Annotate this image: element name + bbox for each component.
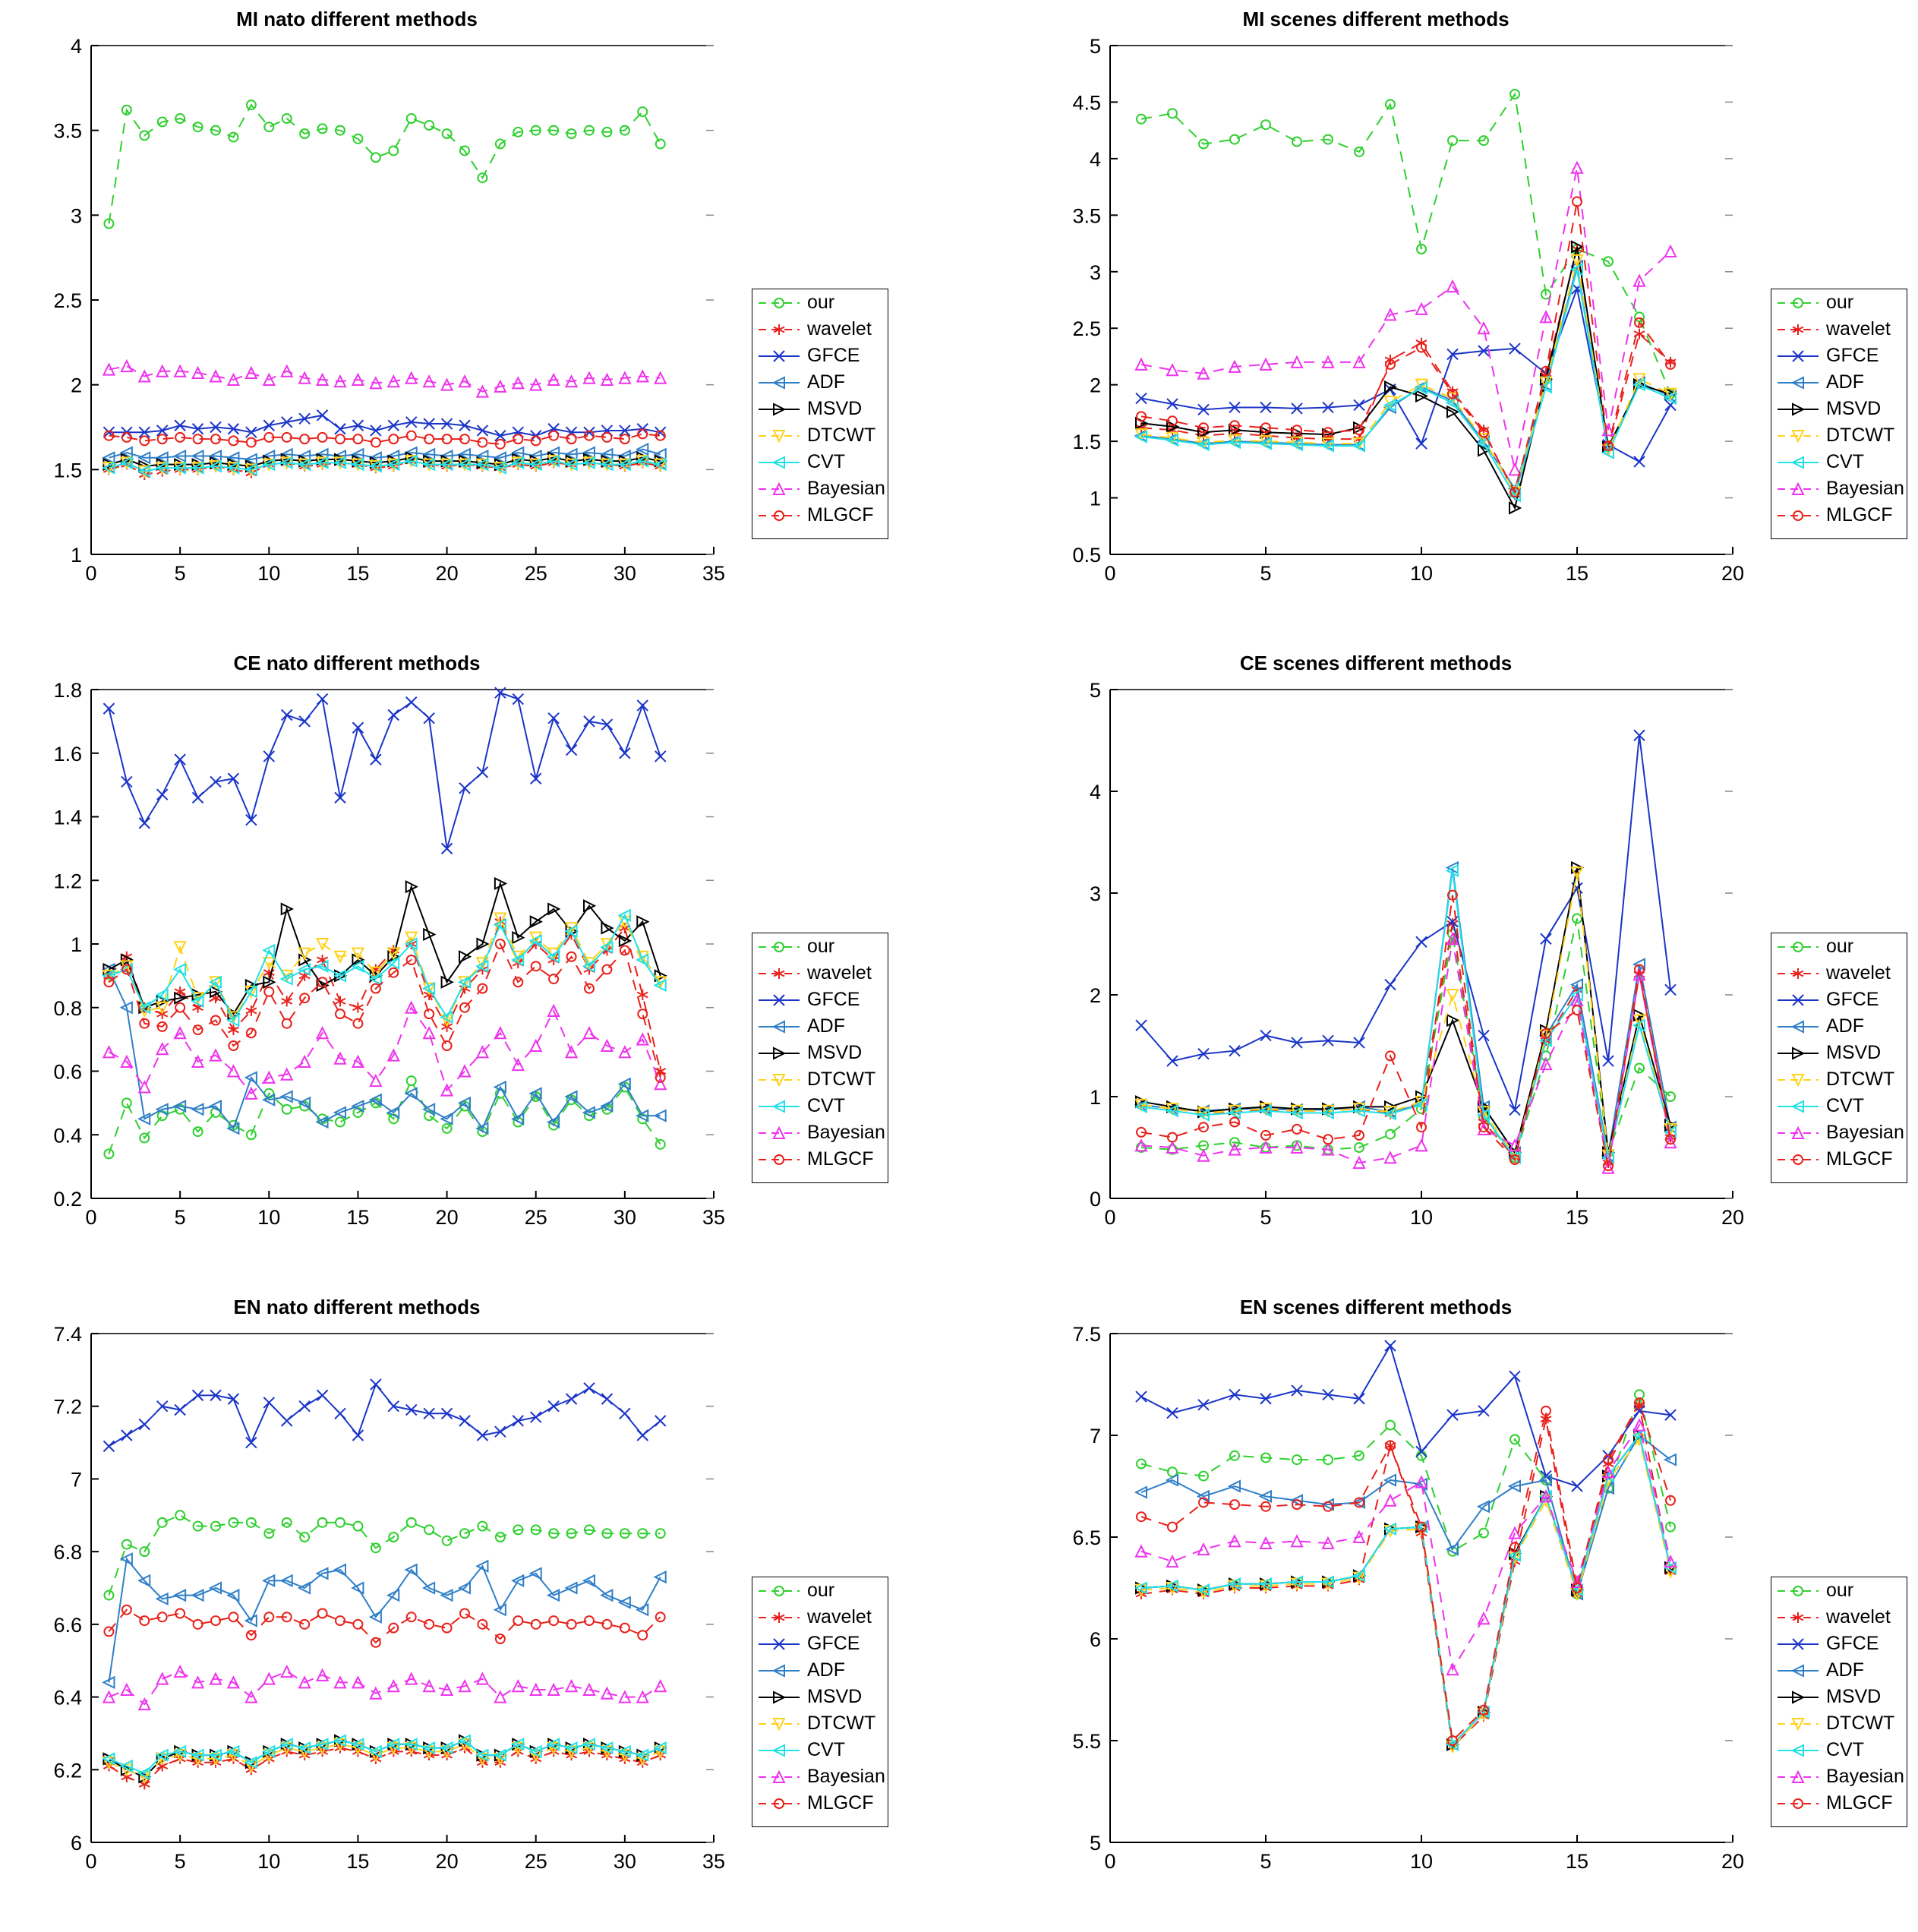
legend-label: wavelet: [807, 962, 872, 983]
legend-swatch-wavelet: [757, 966, 801, 981]
svg-text:0.8: 0.8: [53, 996, 82, 1020]
legend-label: ADF: [1826, 371, 1864, 393]
svg-text:6: 6: [1089, 1628, 1101, 1651]
svg-text:6.8: 6.8: [53, 1541, 82, 1564]
legend-swatch-msvd: [757, 402, 801, 417]
legend-swatch-bayesian: [1776, 481, 1820, 497]
svg-text:6.4: 6.4: [53, 1686, 82, 1709]
legend-swatch-mlgcf: [1776, 1152, 1820, 1167]
legend-item-gfce[interactable]: [1771, 1631, 1907, 1657]
legend-swatch-msvd: [1776, 1046, 1820, 1061]
svg-text:0.4: 0.4: [53, 1124, 82, 1148]
legend-label: MSVD: [807, 1042, 863, 1063]
svg-text:10: 10: [1409, 1206, 1434, 1229]
legend-label: MLGCF: [807, 504, 874, 526]
legend-item-msvd[interactable]: [752, 1684, 888, 1710]
legend-item-our[interactable]: [1771, 933, 1907, 960]
legend-swatch-dtcwt: [1776, 1072, 1820, 1088]
legend-label: GFCE: [1826, 1633, 1879, 1654]
legend-item-msvd[interactable]: [752, 1040, 888, 1066]
legend-swatch-adf: [1776, 1019, 1820, 1034]
svg-text:2: 2: [1089, 984, 1101, 1007]
panel-cell-en-nato: [0, 1288, 958, 1932]
svg-text:0: 0: [85, 1850, 97, 1873]
svg-text:3.5: 3.5: [1072, 204, 1101, 228]
legend-swatch-cvt: [1776, 1743, 1820, 1758]
legend-mi-scenes: [1771, 289, 1907, 539]
legend-swatch-mlgcf: [757, 1152, 801, 1167]
legend-label: MLGCF: [1826, 504, 1893, 526]
plot-en-nato: [0, 1318, 729, 1896]
svg-text:35: 35: [702, 562, 726, 585]
svg-text:4: 4: [70, 35, 82, 58]
legend-label: MSVD: [807, 1686, 863, 1707]
svg-text:20: 20: [435, 1850, 459, 1873]
legend-item-mlgcf[interactable]: [752, 1146, 888, 1173]
svg-text:20: 20: [1721, 562, 1745, 585]
legend-item-wavelet[interactable]: [752, 1604, 888, 1631]
svg-text:10: 10: [1409, 562, 1434, 585]
svg-text:7.5: 7.5: [1072, 1323, 1101, 1346]
svg-text:5: 5: [1260, 1850, 1272, 1873]
legend-item-cvt[interactable]: [752, 1737, 888, 1763]
legend-item-adf[interactable]: [1771, 1657, 1907, 1684]
svg-text:1: 1: [1089, 487, 1101, 510]
legend-label: GFCE: [807, 1633, 860, 1654]
svg-text:2: 2: [70, 374, 82, 397]
legend-swatch-dtcwt: [1776, 428, 1820, 444]
legend-item-our[interactable]: [752, 289, 888, 316]
svg-text:0: 0: [1104, 562, 1116, 585]
legend-label: wavelet: [807, 1606, 872, 1627]
legend-label: our: [1826, 936, 1854, 957]
svg-text:35: 35: [702, 1850, 726, 1873]
svg-text:0.2: 0.2: [53, 1188, 82, 1211]
svg-text:7: 7: [70, 1468, 82, 1492]
legend-item-msvd[interactable]: [1771, 1040, 1907, 1066]
svg-text:5: 5: [1089, 35, 1101, 58]
legend-label: wavelet: [1826, 962, 1891, 983]
svg-text:5: 5: [1089, 1832, 1101, 1855]
legend-swatch-bayesian: [757, 1125, 801, 1141]
legend-swatch-wavelet: [757, 322, 801, 337]
svg-text:5: 5: [174, 562, 186, 585]
legend-item-msvd[interactable]: [1771, 1684, 1907, 1710]
legend-ce-nato: [752, 933, 888, 1183]
svg-text:7.4: 7.4: [53, 1323, 82, 1346]
legend-swatch-cvt: [1776, 455, 1820, 470]
svg-text:1.2: 1.2: [53, 870, 82, 893]
legend-label: GFCE: [1826, 989, 1879, 1010]
legend-item-bayesian[interactable]: [752, 475, 888, 502]
svg-text:2.5: 2.5: [53, 289, 82, 312]
svg-text:0.6: 0.6: [53, 1060, 82, 1084]
legend-item-cvt[interactable]: [1771, 1737, 1907, 1763]
legend-label: ADF: [807, 1015, 845, 1037]
legend-item-wavelet[interactable]: [1771, 316, 1907, 343]
legend-label: Bayesian: [807, 1766, 885, 1787]
panel-title-ce-nato: CE nato different methods: [233, 652, 481, 674]
legend-item-adf[interactable]: [752, 369, 888, 396]
svg-text:20: 20: [435, 562, 459, 585]
svg-text:3: 3: [1089, 260, 1101, 284]
svg-text:15: 15: [1565, 1850, 1589, 1873]
legend-item-adf[interactable]: [1771, 1013, 1907, 1040]
legend-label: our: [807, 1580, 835, 1601]
legend-swatch-adf: [757, 375, 801, 390]
legend-mi-nato: [752, 289, 888, 539]
svg-text:20: 20: [435, 1206, 459, 1229]
legend-label: ADF: [1826, 1659, 1864, 1681]
svg-text:15: 15: [1565, 562, 1589, 585]
svg-text:0: 0: [85, 562, 97, 585]
panel-title-mi-scenes: MI scenes different methods: [1242, 8, 1509, 30]
legend-ce-scenes: [1771, 933, 1907, 1183]
panel-title-en-scenes: EN scenes different methods: [1239, 1296, 1513, 1318]
legend-swatch-mlgcf: [1776, 508, 1820, 523]
svg-text:0: 0: [1089, 1188, 1101, 1211]
svg-text:4.5: 4.5: [1072, 91, 1101, 115]
legend-item-msvd[interactable]: [752, 396, 888, 422]
legend-item-bayesian[interactable]: [752, 1763, 888, 1790]
legend-label: wavelet: [1826, 1606, 1891, 1627]
legend-en-nato: [752, 1577, 888, 1827]
svg-text:0: 0: [1104, 1850, 1116, 1873]
legend-item-msvd[interactable]: [1771, 396, 1907, 422]
legend-item-bayesian[interactable]: [1771, 475, 1907, 502]
svg-text:20: 20: [1721, 1206, 1745, 1229]
legend-label: CVT: [1826, 1095, 1864, 1116]
legend-item-mlgcf[interactable]: [1771, 502, 1907, 529]
svg-text:1: 1: [70, 544, 82, 567]
legend-swatch-bayesian: [757, 1769, 801, 1785]
legend-swatch-cvt: [757, 1099, 801, 1114]
legend-label: Bayesian: [807, 1122, 885, 1143]
svg-text:30: 30: [613, 1850, 636, 1873]
legend-label: MSVD: [807, 398, 863, 419]
svg-text:3: 3: [70, 204, 82, 228]
legend-swatch-wavelet: [1776, 966, 1820, 981]
legend-item-cvt[interactable]: [1771, 449, 1907, 475]
legend-swatch-adf: [1776, 375, 1820, 390]
legend-item-our[interactable]: [1771, 1577, 1907, 1604]
legend-swatch-cvt: [757, 455, 801, 470]
legend-item-bayesian[interactable]: [1771, 1763, 1907, 1790]
svg-text:5: 5: [174, 1206, 186, 1229]
panel-cell-en-scenes: [958, 1288, 1918, 1932]
legend-item-wavelet[interactable]: [752, 960, 888, 987]
legend-item-mlgcf[interactable]: [1771, 1790, 1907, 1817]
svg-text:25: 25: [524, 1850, 547, 1873]
svg-text:1: 1: [1089, 1086, 1101, 1109]
legend-label: DTCWT: [807, 1713, 876, 1734]
legend-swatch-gfce: [757, 993, 801, 1008]
legend-item-gfce[interactable]: [752, 1631, 888, 1657]
legend-swatch-msvd: [757, 1690, 801, 1705]
legend-item-adf[interactable]: [752, 1013, 888, 1040]
svg-text:5: 5: [1089, 679, 1101, 702]
legend-label: our: [1826, 1580, 1854, 1601]
legend-label: ADF: [807, 1659, 845, 1681]
legend-label: CVT: [807, 1739, 845, 1760]
svg-text:3.5: 3.5: [53, 119, 82, 143]
legend-item-gfce[interactable]: [752, 987, 888, 1013]
legend-swatch-wavelet: [757, 1610, 801, 1625]
legend-swatch-adf: [1776, 1663, 1820, 1678]
svg-text:10: 10: [257, 1206, 281, 1229]
legend-label: GFCE: [1826, 345, 1879, 366]
legend-item-dtcwt[interactable]: [1771, 422, 1907, 449]
legend-item-gfce[interactable]: [752, 343, 888, 369]
legend-label: wavelet: [1826, 318, 1891, 339]
legend-label: DTCWT: [1826, 1069, 1895, 1090]
plot-mi-nato: [0, 30, 729, 608]
legend-swatch-dtcwt: [757, 1716, 801, 1732]
legend-label: DTCWT: [807, 1069, 876, 1090]
legend-item-our[interactable]: [752, 1577, 888, 1604]
legend-item-wavelet[interactable]: [1771, 1604, 1907, 1631]
svg-text:15: 15: [346, 1206, 370, 1229]
svg-text:1.5: 1.5: [1072, 431, 1101, 454]
svg-text:3: 3: [1089, 882, 1101, 905]
legend-item-dtcwt[interactable]: [752, 422, 888, 449]
legend-label: CVT: [807, 1095, 845, 1116]
svg-text:1: 1: [70, 933, 82, 956]
svg-text:1.8: 1.8: [53, 679, 82, 702]
svg-text:20: 20: [1721, 1850, 1745, 1873]
legend-swatch-dtcwt: [757, 428, 801, 444]
svg-text:2: 2: [1089, 374, 1101, 397]
legend-item-mlgcf[interactable]: [752, 502, 888, 529]
legend-label: our: [807, 936, 835, 957]
legend-item-wavelet[interactable]: [752, 316, 888, 343]
svg-text:1.4: 1.4: [53, 806, 82, 829]
svg-text:30: 30: [613, 562, 636, 585]
svg-text:10: 10: [257, 562, 281, 585]
legend-item-dtcwt[interactable]: [752, 1710, 888, 1737]
legend-label: MLGCF: [807, 1148, 874, 1170]
plot-ce-scenes: [1019, 674, 1748, 1252]
legend-label: GFCE: [807, 345, 860, 366]
legend-swatch-our: [757, 295, 801, 311]
legend-swatch-gfce: [1776, 349, 1820, 364]
legend-label: GFCE: [807, 989, 860, 1010]
legend-swatch-gfce: [757, 1637, 801, 1652]
legend-swatch-cvt: [757, 1743, 801, 1758]
svg-text:30: 30: [613, 1206, 636, 1229]
legend-item-wavelet[interactable]: [1771, 960, 1907, 987]
legend-item-dtcwt[interactable]: [752, 1066, 888, 1093]
svg-text:1.6: 1.6: [53, 742, 82, 766]
svg-text:0: 0: [1104, 1206, 1116, 1229]
legend-en-scenes: [1771, 1577, 1907, 1827]
svg-text:15: 15: [346, 562, 370, 585]
legend-item-dtcwt[interactable]: [1771, 1066, 1907, 1093]
legend-label: CVT: [807, 451, 845, 472]
svg-text:0: 0: [85, 1206, 97, 1229]
legend-swatch-our: [1776, 939, 1820, 955]
panel-cell-ce-scenes: [958, 644, 1918, 1288]
legend-swatch-our: [757, 1583, 801, 1599]
legend-label: DTCWT: [1826, 425, 1895, 446]
svg-text:7.2: 7.2: [53, 1395, 82, 1419]
legend-label: wavelet: [807, 318, 872, 339]
legend-label: ADF: [807, 371, 845, 393]
panel-cell-mi-nato: [0, 0, 958, 644]
legend-swatch-msvd: [1776, 1690, 1820, 1705]
legend-swatch-our: [1776, 295, 1820, 311]
legend-label: Bayesian: [1826, 478, 1904, 499]
svg-text:35: 35: [702, 1206, 726, 1229]
svg-text:10: 10: [257, 1850, 281, 1873]
legend-swatch-cvt: [1776, 1099, 1820, 1114]
svg-text:5: 5: [1260, 1206, 1272, 1229]
legend-swatch-mlgcf: [1776, 1796, 1820, 1811]
legend-item-bayesian[interactable]: [752, 1119, 888, 1146]
panel-cell-ce-nato: [0, 644, 958, 1288]
svg-text:6.2: 6.2: [53, 1759, 82, 1782]
panel-title-ce-scenes: CE scenes different methods: [1239, 652, 1513, 674]
legend-label: MLGCF: [1826, 1148, 1893, 1170]
legend-label: Bayesian: [807, 478, 885, 499]
svg-text:10: 10: [1409, 1850, 1434, 1873]
legend-label: MLGCF: [807, 1792, 874, 1814]
legend-item-adf[interactable]: [752, 1657, 888, 1684]
legend-swatch-wavelet: [1776, 322, 1820, 337]
legend-item-cvt[interactable]: [1771, 1093, 1907, 1119]
plot-en-scenes: [1019, 1318, 1748, 1896]
svg-text:5.5: 5.5: [1072, 1730, 1101, 1753]
legend-item-gfce[interactable]: [1771, 987, 1907, 1013]
plot-mi-scenes: [1019, 30, 1748, 608]
legend-item-dtcwt[interactable]: [1771, 1710, 1907, 1737]
legend-item-cvt[interactable]: [752, 449, 888, 475]
legend-swatch-our: [757, 939, 801, 955]
legend-label: DTCWT: [1826, 1713, 1895, 1734]
legend-item-gfce[interactable]: [1771, 343, 1907, 369]
svg-text:6: 6: [70, 1832, 82, 1855]
legend-swatch-msvd: [1776, 402, 1820, 417]
legend-item-mlgcf[interactable]: [752, 1790, 888, 1817]
legend-item-adf[interactable]: [1771, 369, 1907, 396]
legend-label: MSVD: [1826, 1686, 1882, 1707]
legend-label: CVT: [1826, 1739, 1864, 1760]
legend-label: CVT: [1826, 451, 1864, 472]
legend-swatch-dtcwt: [757, 1072, 801, 1088]
legend-swatch-mlgcf: [757, 1796, 801, 1811]
legend-label: MLGCF: [1826, 1792, 1893, 1814]
legend-item-our[interactable]: [752, 933, 888, 960]
svg-text:6.5: 6.5: [1072, 1526, 1101, 1549]
legend-swatch-bayesian: [757, 481, 801, 497]
legend-label: our: [807, 292, 835, 313]
panel-title-mi-nato: MI nato different methods: [236, 8, 478, 30]
legend-label: MSVD: [1826, 398, 1882, 419]
svg-text:1.5: 1.5: [53, 459, 82, 482]
panel-cell-mi-scenes: [958, 0, 1918, 644]
legend-label: Bayesian: [1826, 1122, 1904, 1143]
svg-text:0.5: 0.5: [1072, 544, 1101, 567]
svg-text:15: 15: [346, 1850, 370, 1873]
legend-swatch-wavelet: [1776, 1610, 1820, 1625]
plot-ce-nato: [0, 674, 729, 1252]
svg-text:5: 5: [1260, 562, 1272, 585]
svg-text:7: 7: [1089, 1425, 1101, 1447]
legend-swatch-msvd: [757, 1046, 801, 1061]
legend-swatch-adf: [757, 1663, 801, 1678]
legend-label: our: [1826, 292, 1854, 313]
svg-text:6.6: 6.6: [53, 1613, 82, 1637]
panel-title-en-nato: EN nato different methods: [233, 1296, 481, 1318]
legend-label: ADF: [1826, 1015, 1864, 1037]
legend-item-bayesian[interactable]: [1771, 1119, 1907, 1146]
legend-item-mlgcf[interactable]: [1771, 1146, 1907, 1173]
legend-label: Bayesian: [1826, 1766, 1904, 1787]
legend-swatch-gfce: [1776, 1637, 1820, 1652]
legend-item-our[interactable]: [1771, 289, 1907, 316]
svg-text:25: 25: [524, 1206, 547, 1229]
legend-swatch-our: [1776, 1583, 1820, 1599]
legend-swatch-bayesian: [1776, 1769, 1820, 1785]
svg-text:2.5: 2.5: [1072, 317, 1101, 341]
legend-swatch-bayesian: [1776, 1125, 1820, 1141]
svg-text:5: 5: [174, 1850, 186, 1873]
legend-swatch-dtcwt: [1776, 1716, 1820, 1732]
svg-text:4: 4: [1089, 781, 1101, 803]
legend-label: MSVD: [1826, 1042, 1882, 1063]
legend-swatch-adf: [757, 1019, 801, 1034]
legend-item-cvt[interactable]: [752, 1093, 888, 1119]
legend-label: DTCWT: [807, 425, 876, 446]
svg-text:4: 4: [1089, 147, 1101, 171]
legend-swatch-mlgcf: [757, 508, 801, 523]
svg-text:15: 15: [1565, 1206, 1589, 1229]
legend-swatch-gfce: [1776, 993, 1820, 1008]
legend-swatch-gfce: [757, 349, 801, 364]
svg-text:25: 25: [524, 562, 547, 585]
